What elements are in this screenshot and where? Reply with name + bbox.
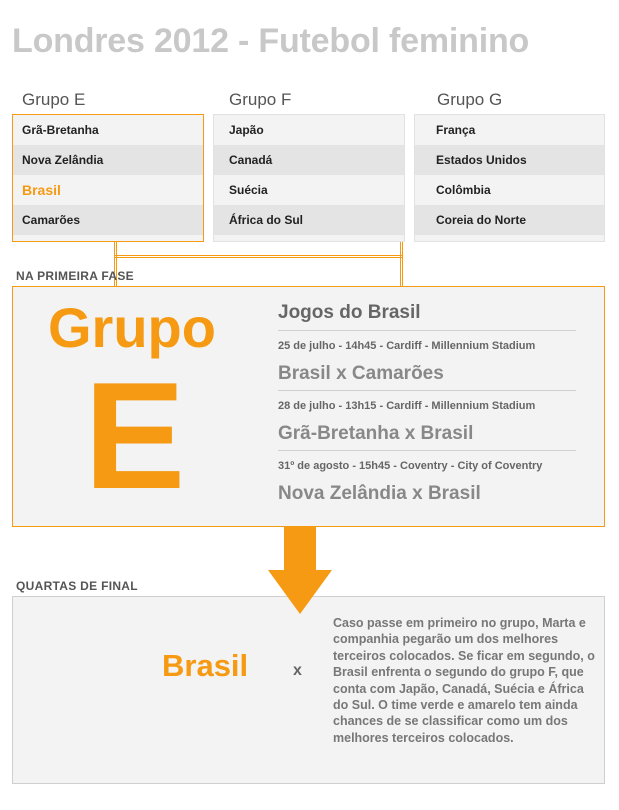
game-2-match: Grã-Bretanha x Brasil	[278, 423, 474, 444]
game-3-meta: 31º de agosto - 15h45 - Coventry - City of Coventry	[278, 460, 543, 472]
group-g-team-1: França	[436, 123, 476, 137]
connector-side-lines	[114, 242, 403, 287]
group-f-team-4: África do Sul	[214, 205, 404, 235]
big-group-word: Grupo	[48, 296, 216, 359]
group-g-team-3: Colômbia	[436, 183, 491, 197]
group-g-team-2: Estados Unidos	[415, 145, 604, 175]
group-e-team-3-highlighted: Brasil	[22, 182, 61, 198]
big-group-letter: E	[84, 351, 186, 521]
game-divider	[278, 330, 576, 331]
group-f-team-1: Japão	[229, 123, 264, 137]
first-phase-label: NA PRIMEIRA FASE	[16, 269, 134, 283]
quarterfinal-description: Caso passe em primeiro no grupo, Marta e companhia pegarão um dos melhores terceiros colocados. Se ficar em segundo, o Brasil enfrenta o segundo do grupo F, que conta com Japão, Canadá, Suécia e África do Sul. O time verde e amarelo tem ainda chances de se classificar como um dos melhores terceiros colocados.	[333, 616, 595, 745]
game-2-meta: 28 de julho - 13h15 - Cardiff - Millennium Stadium	[278, 400, 536, 412]
group-e-title: Grupo E	[22, 90, 86, 109]
page-title: Londres 2012 - Futebol feminino	[12, 22, 530, 60]
game-1-meta: 25 de julho - 14h45 - Cardiff - Millennium Stadium	[278, 340, 536, 352]
group-e-team-4: Camarões	[13, 205, 203, 235]
games-title: Jogos do Brasil	[278, 302, 421, 323]
group-e-team-1: Grã-Bretanha	[22, 123, 99, 137]
group-e-team-2: Nova Zelândia	[13, 145, 203, 175]
group-f-team-2: Canadá	[214, 145, 404, 175]
group-f-table	[213, 114, 405, 242]
down-arrow-icon	[284, 526, 316, 570]
quarterfinal-versus: x	[293, 662, 302, 679]
game-divider	[278, 450, 576, 451]
group-f-team-3: Suécia	[229, 183, 268, 197]
group-g-table	[414, 114, 605, 242]
quarterfinal-label: QUARTAS DE FINAL	[16, 579, 138, 593]
quarterfinal-team: Brasil	[162, 648, 249, 683]
down-arrow-head-icon	[268, 570, 332, 614]
game-1-match: Brasil x Camarões	[278, 363, 444, 384]
game-3-match: Nova Zelândia x Brasil	[278, 483, 481, 504]
group-e-table	[12, 114, 204, 242]
group-g-title: Grupo G	[437, 90, 503, 109]
group-f-title: Grupo F	[229, 90, 292, 109]
group-g-team-4: Coreia do Norte	[415, 205, 604, 235]
connector-cross-line	[114, 255, 403, 261]
game-divider	[278, 390, 576, 391]
